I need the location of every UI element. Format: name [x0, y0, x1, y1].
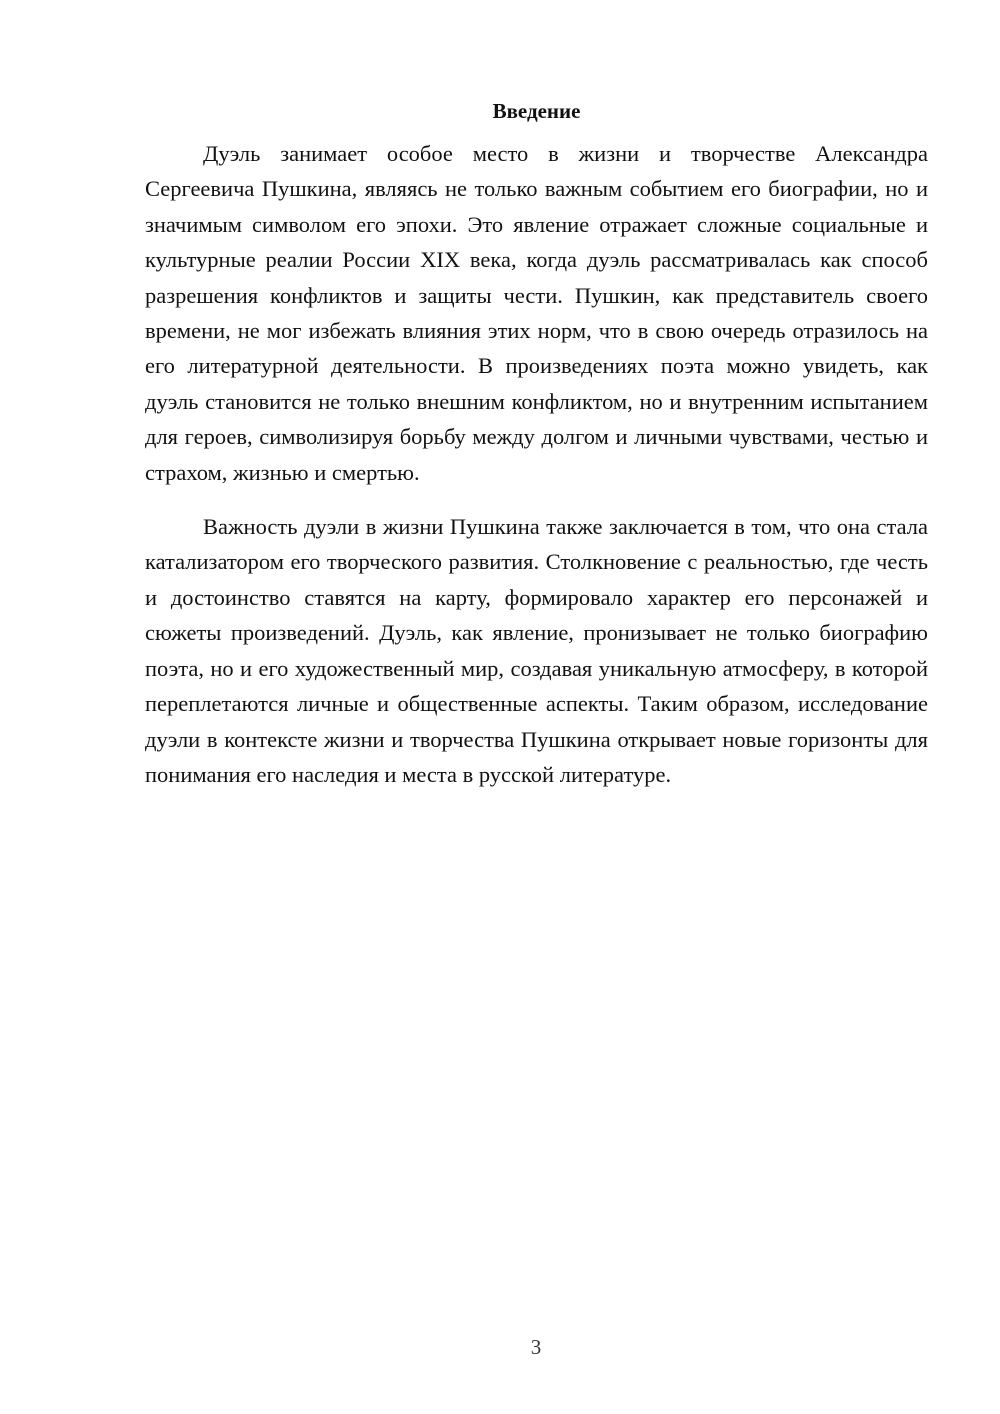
paragraph-1: Дуэль занимает особое место в жизни и творчестве Александра Сергеевича Пушкина, являясь не только важным событием его биографии, но и значимым символом его эпохи. Это явление отражает сложные социальные и культурные реалии России XIX века, когда дуэль рассматривалась как способ разрешения конфликтов и защиты чести. Пушкин, как представитель своего времени, не мог избежать влияния этих норм, что в свою очередь отразилось на его литературной деятельности. В произведениях поэта можно увидеть, как дуэль становится не только внешним конфликтом, но и внутренним испытанием для героев, символизируя борьбу между долгом и личными чувствами, честью и страхом, жизнью и смертью.: [145, 141, 928, 485]
page-number: 3: [530, 1335, 542, 1359]
paragraph-2: Важность дуэли в жизни Пушкина также заключается в том, что она стала катализатором его творческого развития. Столкновение с реальностью, где честь и достоинство ставятся на карту, формировало характер его персонажей и сюжеты произведений. Дуэль, как явление, пронизывает не только биографию поэта, но и его художественный мир, создавая уникальную атмосферу, в которой переплетаются личные и общественные аспекты. Таким образом, исследование дуэли в контексте жизни и творчества Пушкина открывает новые горизонты для понимания его наследия и места в русской литературе.: [145, 514, 928, 787]
page-content: [145, 96, 928, 792]
page-heading: Введение: [492, 99, 581, 123]
